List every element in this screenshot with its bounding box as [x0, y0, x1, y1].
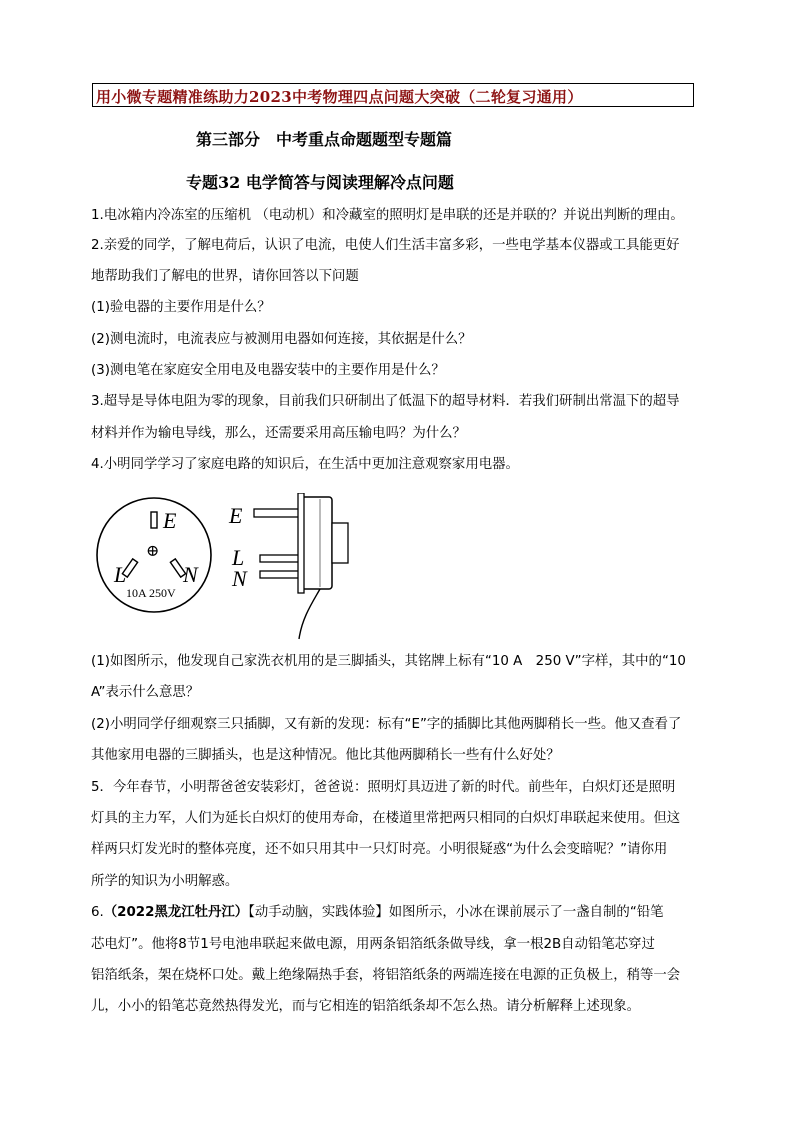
topic-title: 专题32 电学简答与阅读理解冷点问题 — [186, 173, 454, 192]
plug-live-pin — [260, 555, 302, 562]
question-2-part-3: (3)测电笔在家庭安全用电及电器安装中的主要作用是什么？ — [91, 363, 445, 378]
question-6-number: 6. — [91, 905, 104, 920]
question-6-line-1 — [91, 904, 664, 922]
question-6-line-4: 儿，小小的铅笔芯竟然热得发光，而与它相连的铝箔纸条却不怎么热。请分析解释上述现象。 — [91, 999, 641, 1014]
socket-earth-slot — [151, 512, 157, 528]
question-4-part-2-line-2: 其他家用电器的三脚插头，也是这种情况。他比其他两脚稍长一些有什么好处？ — [91, 748, 560, 763]
socket-plug-diagram — [92, 493, 352, 643]
question-4-intro: 4.小明同学学习了家庭电路的知识后，在生活中更加注意观察家用电器。 — [91, 457, 519, 472]
plug-earth-pin — [254, 509, 302, 517]
question-3-line-2: 材料并作为输电导线，那么，还需要采用高压输电吗？为什么？ — [91, 426, 466, 441]
socket-rating: 10A 250V — [126, 586, 176, 600]
socket-label-e: E — [163, 508, 177, 533]
plug-cord — [299, 589, 320, 639]
plug-flange — [298, 493, 304, 593]
socket-label-n: N — [183, 562, 198, 587]
question-4-part-2-line-1: (2)小明同学仔细观察三只插脚，又有新的发现：标有“E”字的插脚比其他两脚稍长一些。他又查看了 — [91, 717, 682, 732]
question-5-line-2: 灯具的主力军，人们为延长白炽灯的使用寿命，在楼道里常把两只相同的白炽灯串联起来使用。但这 — [91, 811, 681, 826]
question-5-line-4: 所学的知识为小明解惑。 — [91, 874, 239, 889]
question-5-line-3: 样两只灯发光时的整体亮度，还不如只用其中一只灯时亮。小明很疑惑“为什么会变暗呢？”请你用 — [91, 842, 668, 857]
socket-ground-symbol: ⊕ — [146, 543, 160, 560]
question-6-line-3: 铝箔纸条，架在烧杯口处。戴上绝缘隔热手套，将铝箔纸条的两端连接在电源的正负极上，稍等一会 — [91, 968, 681, 983]
question-2-line-2: 地帮助我们了解电的世界，请你回答以下问题 — [91, 269, 359, 284]
socket-label-l: L — [114, 562, 127, 587]
plug-label-l: L — [232, 545, 245, 570]
question-2-part-1: (1)验电器的主要作用是什么？ — [91, 300, 271, 315]
plug-tail — [332, 523, 348, 563]
document-header-title: 用小微专题精准练助力2023中考物理四点问题大突破（二轮复习通用） — [96, 88, 583, 106]
plug-neutral-pin — [260, 571, 302, 578]
part-title: 第三部分 中考重点命题题型专题篇 — [196, 130, 453, 149]
question-6-line-2: 芯电灯”。他将8节1号电池串联起来做电源，用两条铝箔纸条做导线，拿一根2B自动铅笔芯穿过 — [91, 937, 655, 952]
plug-label-e: E — [229, 503, 243, 528]
question-2-part-2: (2)测电流时，电流表应与被测用电器如何连接，其依据是什么？ — [91, 332, 472, 347]
question-5-line-1: 5．今年春节，小明帮爸爸安装彩灯，爸爸说：照明灯具迈进了新的时代。前些年，白炽灯还是照明 — [91, 780, 676, 795]
question-6-line-1-text: 【动手动脑，实践体验】如图所示，小冰在课前展示了一盏自制的“铅笔 — [248, 905, 664, 920]
question-1: 1.电冰箱内冷冻室的压缩机 （电动机）和冷藏室的照明灯是串联的还是并联的？并说出判断的理由。 — [91, 208, 684, 223]
question-4-part-1-line-1: (1)如图所示，他发现自己家洗衣机用的是三脚插头，其铭牌上标有“10 A 250 V”字样，其中的“10 — [91, 654, 686, 669]
socket-plug-figure — [92, 493, 352, 643]
question-4-part-1-line-2: A”表示什么意思？ — [91, 685, 200, 700]
question-3-line-1: 3.超导是导体电阻为零的现象，目前我们只研制出了低温下的超导材料．若我们研制出常温下的超导 — [91, 394, 680, 409]
question-6-source: （2022黑龙江牡丹江） — [103, 905, 249, 920]
plug-label-n: N — [232, 566, 247, 591]
plug-body — [302, 497, 332, 589]
question-2-line-1: 2.亲爱的同学，了解电荷后，认识了电流，电使人们生活丰富多彩，一些电学基本仪器或工具能更好 — [91, 238, 680, 253]
